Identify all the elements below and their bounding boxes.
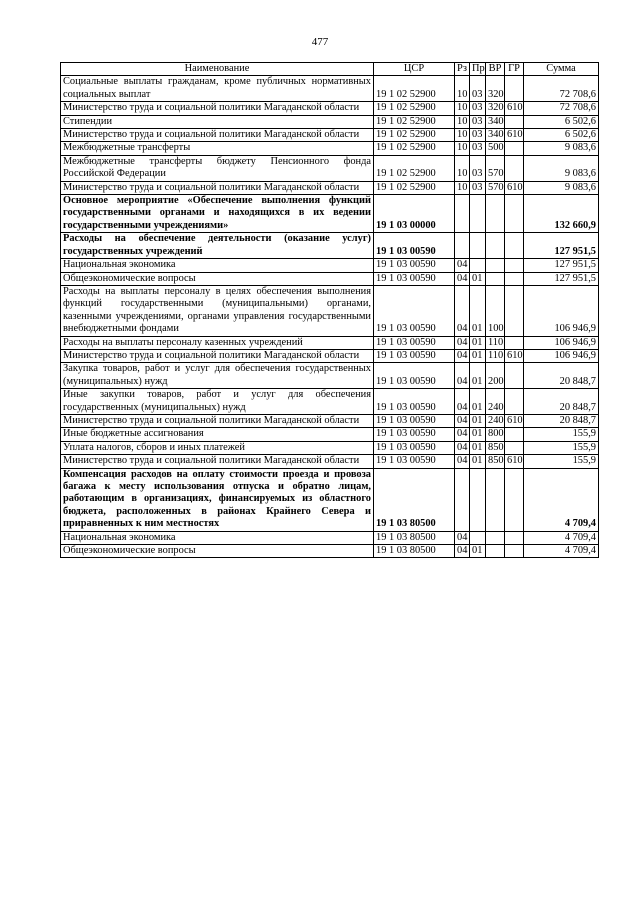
rz-cell: 04 <box>455 531 470 544</box>
vr-cell: 500 <box>486 142 505 155</box>
table-row <box>61 233 599 259</box>
rz-cell <box>455 468 470 531</box>
sum-cell: 4 709,4 <box>524 468 599 531</box>
table-row <box>61 414 599 427</box>
csr-cell: 19 1 03 00590 <box>374 349 455 362</box>
csr-cell: 19 1 03 00590 <box>374 259 455 272</box>
gr-cell <box>505 531 524 544</box>
column-header-pr: Пр <box>470 63 486 76</box>
vr-cell <box>486 531 505 544</box>
rz-cell: 04 <box>455 259 470 272</box>
name-cell: Основное мероприятие «Обеспечение выполнения функций государственными органами и находящихся в их ведении государственными учреждениями» <box>61 195 374 233</box>
csr-cell: 19 1 02 52900 <box>374 129 455 142</box>
csr-cell: 19 1 03 00590 <box>374 233 455 259</box>
vr-cell: 320 <box>486 102 505 115</box>
vr-cell: 340 <box>486 129 505 142</box>
name-cell: Расходы на обеспечение деятельности (оказание услуг) государственных учреждений <box>61 233 374 259</box>
rz-cell: 04 <box>455 428 470 441</box>
csr-cell: 19 1 02 52900 <box>374 115 455 128</box>
name-cell: Министерство труда и социальной политики Магаданской области <box>61 129 374 142</box>
pr-cell: 01 <box>470 272 486 285</box>
rz-cell: 04 <box>455 363 470 389</box>
gr-cell: 610 <box>505 414 524 427</box>
vr-cell: 850 <box>486 455 505 468</box>
name-cell: Министерство труда и социальной политики Магаданской области <box>61 414 374 427</box>
rz-cell: 04 <box>455 349 470 362</box>
pr-cell: 03 <box>470 102 486 115</box>
table-row <box>61 195 599 233</box>
vr-cell: 240 <box>486 414 505 427</box>
pr-cell <box>470 531 486 544</box>
csr-cell: 19 1 02 52900 <box>374 76 455 102</box>
table-row <box>61 115 599 128</box>
sum-cell: 132 660,9 <box>524 195 599 233</box>
vr-cell: 320 <box>486 76 505 102</box>
name-cell: Министерство труда и социальной политики Магаданской области <box>61 455 374 468</box>
csr-cell: 19 1 03 00000 <box>374 195 455 233</box>
rz-cell: 04 <box>455 389 470 415</box>
csr-cell: 19 1 02 52900 <box>374 155 455 181</box>
gr-cell <box>505 76 524 102</box>
csr-cell: 19 1 03 80500 <box>374 531 455 544</box>
table-row <box>61 181 599 194</box>
pr-cell: 01 <box>470 414 486 427</box>
name-cell: Министерство труда и социальной политики Магаданской области <box>61 349 374 362</box>
table-row <box>61 142 599 155</box>
name-cell: Расходы на выплаты персоналу в целях обеспечения выполнения функций государственными (муниципальными) органами, казенными учреждениями, органами управления государственными внебюджетными фондами <box>61 285 374 336</box>
rz-cell: 10 <box>455 76 470 102</box>
name-cell: Уплата налогов, сборов и иных платежей <box>61 441 374 454</box>
pr-cell: 03 <box>470 142 486 155</box>
table-row <box>61 428 599 441</box>
csr-cell: 19 1 03 00590 <box>374 336 455 349</box>
sum-cell: 6 502,6 <box>524 129 599 142</box>
rz-cell: 10 <box>455 181 470 194</box>
csr-cell: 19 1 02 52900 <box>374 181 455 194</box>
vr-cell <box>486 195 505 233</box>
name-cell: Общеэкономические вопросы <box>61 545 374 558</box>
gr-cell <box>505 115 524 128</box>
vr-cell <box>486 272 505 285</box>
gr-cell <box>505 363 524 389</box>
rz-cell: 04 <box>455 272 470 285</box>
rz-cell: 04 <box>455 545 470 558</box>
name-cell: Иные бюджетные ассигнования <box>61 428 374 441</box>
pr-cell: 03 <box>470 155 486 181</box>
gr-cell: 610 <box>505 129 524 142</box>
csr-cell: 19 1 03 00590 <box>374 414 455 427</box>
csr-cell: 19 1 03 00590 <box>374 272 455 285</box>
vr-cell: 110 <box>486 349 505 362</box>
csr-cell: 19 1 02 52900 <box>374 102 455 115</box>
csr-cell: 19 1 03 80500 <box>374 545 455 558</box>
sum-cell: 72 708,6 <box>524 102 599 115</box>
budget-table <box>60 62 599 558</box>
vr-cell: 110 <box>486 336 505 349</box>
vr-cell <box>486 468 505 531</box>
name-cell: Межбюджетные трансферты <box>61 142 374 155</box>
sum-cell: 6 502,6 <box>524 115 599 128</box>
gr-cell <box>505 142 524 155</box>
pr-cell: 01 <box>470 336 486 349</box>
name-cell: Социальные выплаты гражданам, кроме публичных нормативных социальных выплат <box>61 76 374 102</box>
name-cell: Закупка товаров, работ и услуг для обеспечения государственных (муниципальных) нужд <box>61 363 374 389</box>
sum-cell: 4 709,4 <box>524 545 599 558</box>
pr-cell: 01 <box>470 545 486 558</box>
pr-cell <box>470 195 486 233</box>
vr-cell: 100 <box>486 285 505 336</box>
sum-cell: 155,9 <box>524 455 599 468</box>
vr-cell: 240 <box>486 389 505 415</box>
table-row <box>61 455 599 468</box>
table-row <box>61 155 599 181</box>
csr-cell: 19 1 03 00590 <box>374 389 455 415</box>
table-row <box>61 389 599 415</box>
sum-cell: 9 083,6 <box>524 181 599 194</box>
rz-cell: 04 <box>455 285 470 336</box>
name-cell: Национальная экономика <box>61 259 374 272</box>
sum-cell: 20 848,7 <box>524 363 599 389</box>
sum-cell: 20 848,7 <box>524 414 599 427</box>
csr-cell: 19 1 03 80500 <box>374 468 455 531</box>
gr-cell <box>505 389 524 415</box>
vr-cell: 800 <box>486 428 505 441</box>
table-row <box>61 363 599 389</box>
rz-cell: 04 <box>455 414 470 427</box>
table-row <box>61 285 599 336</box>
table-body <box>61 76 599 558</box>
column-header-sum: Сумма <box>524 63 599 76</box>
gr-cell <box>505 468 524 531</box>
gr-cell <box>505 428 524 441</box>
rz-cell: 04 <box>455 441 470 454</box>
rz-cell: 10 <box>455 115 470 128</box>
gr-cell <box>505 545 524 558</box>
gr-cell <box>505 259 524 272</box>
pr-cell <box>470 468 486 531</box>
pr-cell: 03 <box>470 115 486 128</box>
name-cell: Национальная экономика <box>61 531 374 544</box>
table-row <box>61 468 599 531</box>
name-cell: Иные закупки товаров, работ и услуг для обеспечения государственных (муниципальных) нужд <box>61 389 374 415</box>
sum-cell: 127 951,5 <box>524 233 599 259</box>
sum-cell: 106 946,9 <box>524 349 599 362</box>
csr-cell: 19 1 03 00590 <box>374 441 455 454</box>
column-header-csr: ЦСР <box>374 63 455 76</box>
vr-cell <box>486 259 505 272</box>
table-row <box>61 272 599 285</box>
vr-cell: 570 <box>486 155 505 181</box>
vr-cell <box>486 545 505 558</box>
gr-cell <box>505 441 524 454</box>
csr-cell: 19 1 03 00590 <box>374 455 455 468</box>
column-header-name: Наименование <box>61 63 374 76</box>
vr-cell: 340 <box>486 115 505 128</box>
vr-cell <box>486 233 505 259</box>
table-row <box>61 545 599 558</box>
pr-cell: 01 <box>470 455 486 468</box>
sum-cell: 106 946,9 <box>524 336 599 349</box>
csr-cell: 19 1 03 00590 <box>374 285 455 336</box>
vr-cell: 850 <box>486 441 505 454</box>
gr-cell <box>505 155 524 181</box>
rz-cell: 04 <box>455 336 470 349</box>
sum-cell: 106 946,9 <box>524 285 599 336</box>
csr-cell: 19 1 03 00590 <box>374 363 455 389</box>
gr-cell <box>505 195 524 233</box>
name-cell: Министерство труда и социальной политики Магаданской области <box>61 181 374 194</box>
sum-cell: 4 709,4 <box>524 531 599 544</box>
rz-cell: 10 <box>455 102 470 115</box>
rz-cell <box>455 233 470 259</box>
pr-cell: 01 <box>470 363 486 389</box>
rz-cell <box>455 195 470 233</box>
gr-cell: 610 <box>505 102 524 115</box>
gr-cell <box>505 272 524 285</box>
gr-cell <box>505 233 524 259</box>
table-row <box>61 336 599 349</box>
name-cell: Межбюджетные трансферты бюджету Пенсионного фонда Российской Федерации <box>61 155 374 181</box>
table-row <box>61 259 599 272</box>
sum-cell: 127 951,5 <box>524 272 599 285</box>
pr-cell <box>470 233 486 259</box>
pr-cell: 03 <box>470 181 486 194</box>
sum-cell: 72 708,6 <box>524 76 599 102</box>
column-header-vr: ВР <box>486 63 505 76</box>
table-row <box>61 531 599 544</box>
gr-cell: 610 <box>505 349 524 362</box>
name-cell: Компенсация расходов на оплату стоимости проезда и провоза багажа к месту использования отпуска и обратно лицам, работающим в организациях, финансируемых из областного бюджета, расположенных в районах Крайнего Севера и приравненных к ним местностях <box>61 468 374 531</box>
gr-cell <box>505 336 524 349</box>
pr-cell: 01 <box>470 285 486 336</box>
table-row <box>61 129 599 142</box>
gr-cell: 610 <box>505 455 524 468</box>
table-row <box>61 349 599 362</box>
table-row <box>61 76 599 102</box>
pr-cell: 01 <box>470 389 486 415</box>
gr-cell <box>505 285 524 336</box>
name-cell: Общеэкономические вопросы <box>61 272 374 285</box>
rz-cell: 10 <box>455 129 470 142</box>
pr-cell: 03 <box>470 76 486 102</box>
table-row <box>61 441 599 454</box>
pr-cell <box>470 259 486 272</box>
sum-cell: 127 951,5 <box>524 259 599 272</box>
rz-cell: 10 <box>455 155 470 181</box>
vr-cell: 570 <box>486 181 505 194</box>
pr-cell: 01 <box>470 428 486 441</box>
sum-cell: 20 848,7 <box>524 389 599 415</box>
rz-cell: 10 <box>455 142 470 155</box>
name-cell: Стипендии <box>61 115 374 128</box>
rz-cell: 04 <box>455 455 470 468</box>
pr-cell: 01 <box>470 349 486 362</box>
name-cell: Министерство труда и социальной политики Магаданской области <box>61 102 374 115</box>
column-header-rz: Рз <box>455 63 470 76</box>
pr-cell: 03 <box>470 129 486 142</box>
name-cell: Расходы на выплаты персоналу казенных учреждений <box>61 336 374 349</box>
sum-cell: 9 083,6 <box>524 155 599 181</box>
page-number: 477 <box>311 36 329 48</box>
table-header <box>61 63 599 76</box>
sum-cell: 155,9 <box>524 428 599 441</box>
gr-cell: 610 <box>505 181 524 194</box>
pr-cell: 01 <box>470 441 486 454</box>
csr-cell: 19 1 02 52900 <box>374 142 455 155</box>
sum-cell: 155,9 <box>524 441 599 454</box>
column-header-gr: ГР <box>505 63 524 76</box>
csr-cell: 19 1 03 00590 <box>374 428 455 441</box>
table-row <box>61 102 599 115</box>
vr-cell: 200 <box>486 363 505 389</box>
sum-cell: 9 083,6 <box>524 142 599 155</box>
